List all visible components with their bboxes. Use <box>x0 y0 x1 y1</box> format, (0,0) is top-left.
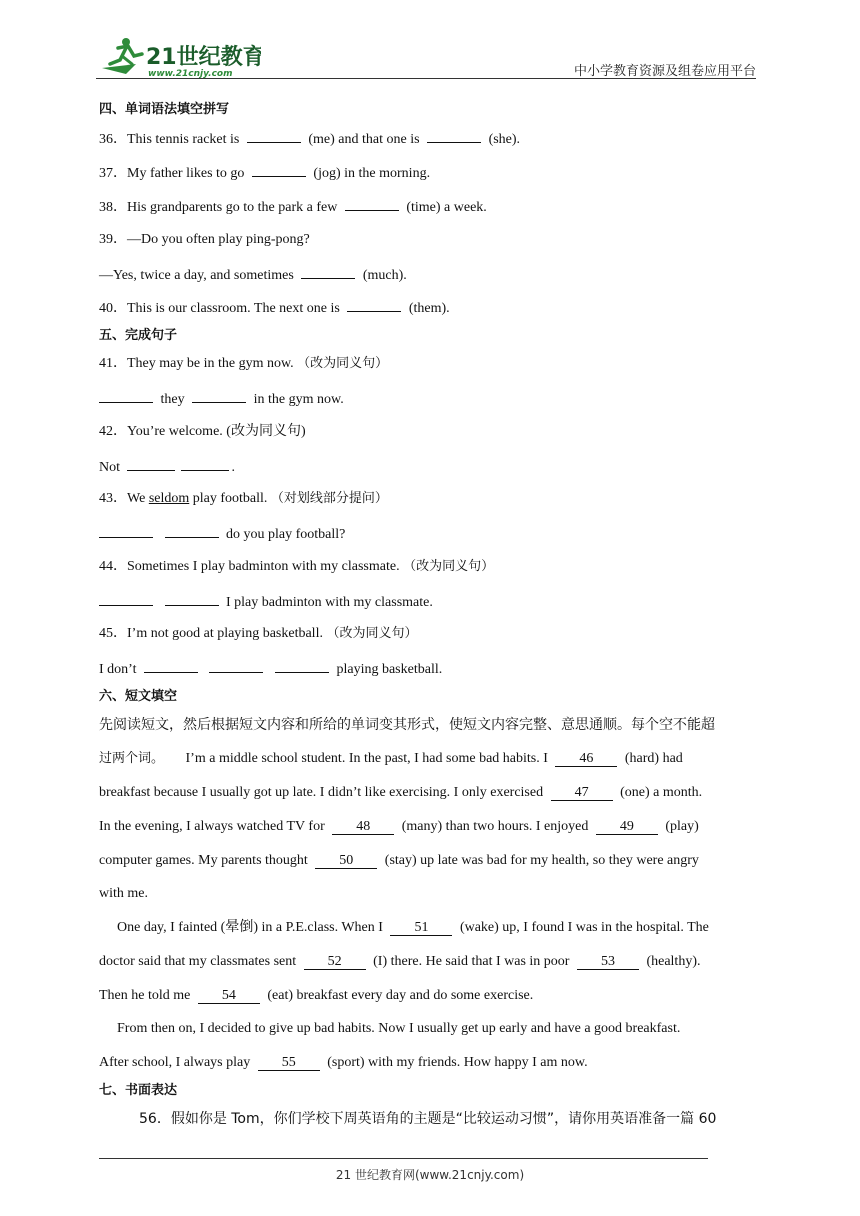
question-42-answer: Not . <box>99 457 235 477</box>
answer-blank-54[interactable]: 54 <box>198 988 260 1004</box>
passage-line: From then on, I decided to give up bad habits. Now I usually get up early and have a good breakfast. <box>117 1021 681 1036</box>
section-7-title: 七、书面表达 <box>99 1083 178 1098</box>
answer-blank[interactable] <box>99 524 153 538</box>
passage-line: Then he told me 54 (eat) breakfast every day and do some exercise. <box>99 988 534 1003</box>
passage-line: computer games. My parents thought 50 (stay) up late was bad for my health, so they were angry <box>99 853 699 868</box>
question-41-answer: they in the gym now. <box>99 389 344 409</box>
header-divider <box>96 78 756 79</box>
passage-line: breakfast because I usually got up late. I didn’t like exercising. I only exercised 47 (one) a month. <box>99 785 703 800</box>
question-36: 36．This tennis racket is (me) and that one is (she). <box>99 129 520 149</box>
answer-blank[interactable] <box>252 163 306 177</box>
question-41: 41．They may be in the gym now. （改为同义句） <box>99 356 389 371</box>
answer-blank[interactable] <box>165 592 219 606</box>
svg-text:21世纪教育: 21世纪教育 <box>146 45 261 70</box>
answer-blank[interactable] <box>99 592 153 606</box>
answer-blank[interactable] <box>301 265 355 279</box>
section-6-title: 六、短文填空 <box>99 689 178 704</box>
answer-blank-51[interactable]: 51 <box>390 920 452 936</box>
question-42: 42．You’re welcome. (改为同义句) <box>99 424 306 439</box>
platform-label: 中小学教育资源及组卷应用平台 <box>573 64 756 79</box>
passage-line: One day, I fainted (晕倒) in a P.E.class. When I 51 (wake) up, I found I was in the hospital. The <box>117 920 709 935</box>
question-43: 43．We seldom play football. （对划线部分提问） <box>99 491 388 506</box>
footer-divider <box>99 1158 708 1159</box>
svg-text:www.21cnjy.com: www.21cnjy.com <box>148 69 233 79</box>
passage-instruction: 先阅读短文，然后根据短文内容和所给的单词变其形式，使短文内容完整、意思通顺。每个空不能超 <box>99 717 715 733</box>
answer-blank[interactable] <box>347 298 401 312</box>
answer-blank[interactable] <box>275 659 329 673</box>
answer-blank[interactable] <box>144 659 198 673</box>
question-44: 44．Sometimes I play badminton with my classmate. （改为同义句） <box>99 559 495 574</box>
question-39-reply: —Yes, twice a day, and sometimes (much). <box>99 265 407 285</box>
question-56: 56．假如你是 Tom，你们学校下周英语角的主题是“比较运动习惯”，请你用英语准备一篇 60 <box>139 1111 717 1127</box>
question-37: 37．My father likes to go (jog) in the morning. <box>99 163 430 183</box>
answer-blank[interactable] <box>127 457 175 471</box>
answer-blank-49[interactable]: 49 <box>596 819 658 835</box>
section-5-title: 五、完成句子 <box>99 328 178 343</box>
answer-blank-47[interactable]: 47 <box>551 785 613 801</box>
question-40: 40．This is our classroom. The next one is (them). <box>99 298 450 318</box>
answer-blank-48[interactable]: 48 <box>332 819 394 835</box>
passage-line: with me. <box>99 886 148 901</box>
answer-blank-53[interactable]: 53 <box>577 954 639 970</box>
question-44-answer: I play badminton with my classmate. <box>99 592 433 612</box>
passage-line: In the evening, I always watched TV for 48 (many) than two hours. I enjoyed 49 (play) <box>99 819 699 834</box>
question-38: 38．His grandparents go to the park a few (time) a week. <box>99 197 487 217</box>
answer-blank[interactable] <box>99 389 153 403</box>
answer-blank[interactable] <box>247 129 301 143</box>
passage-line: doctor said that my classmates sent 52 (I) there. He said that I was in poor 53 (healthy). <box>99 954 701 969</box>
question-45-answer: I don’t playing basketball. <box>99 659 442 679</box>
answer-blank[interactable] <box>192 389 246 403</box>
passage-line: After school, I always play 55 (sport) with my friends. How happy I am now. <box>99 1055 588 1070</box>
site-logo <box>96 34 261 80</box>
answer-blank[interactable] <box>165 524 219 538</box>
answer-blank-55[interactable]: 55 <box>258 1055 320 1071</box>
question-39: 39．—Do you often play ping-pong? <box>99 232 310 247</box>
question-45: 45．I’m not good at playing basketball. （改为同义句） <box>99 626 418 641</box>
answer-blank[interactable] <box>427 129 481 143</box>
answer-blank[interactable] <box>181 457 229 471</box>
question-43-answer: do you play football? <box>99 524 345 544</box>
answer-blank[interactable] <box>345 197 399 211</box>
underlined-word: seldom <box>148 491 190 506</box>
answer-blank-46[interactable]: 46 <box>555 751 617 767</box>
passage-line: 过两个词。 I’m a middle school student. In the past, I had some bad habits. I 46 (hard) had <box>99 751 683 766</box>
section-4-title: 四、单词语法填空拼写 <box>99 102 230 117</box>
footer-text: 21 世纪教育网(www.21cnjy.com) <box>335 1168 525 1182</box>
answer-blank[interactable] <box>209 659 263 673</box>
answer-blank-52[interactable]: 52 <box>304 954 366 970</box>
answer-blank-50[interactable]: 50 <box>315 853 377 869</box>
